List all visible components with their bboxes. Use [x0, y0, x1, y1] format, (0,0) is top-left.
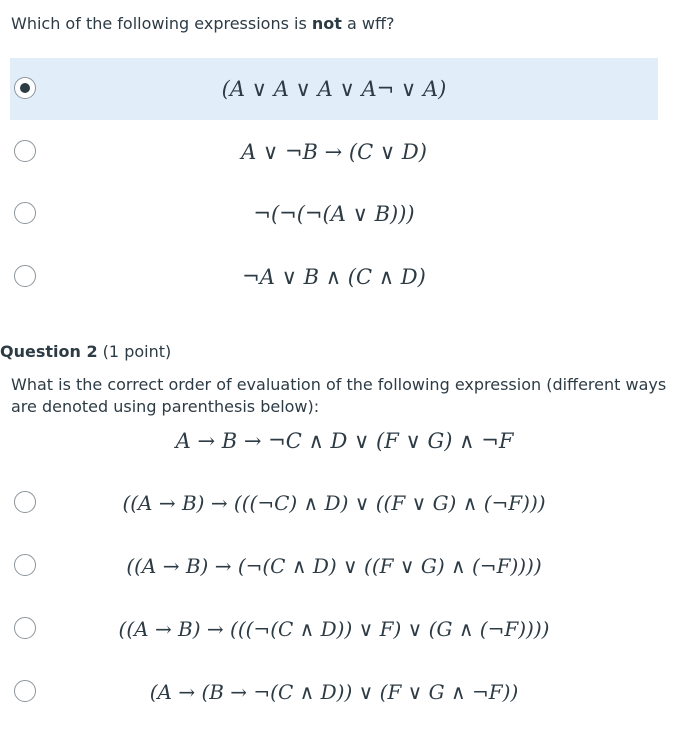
- option-expression: A ∨ ¬B → (C ∨ D): [241, 140, 427, 164]
- option-expression: (A ∨ A ∨ A ∨ A¬ ∨ A): [221, 77, 447, 101]
- question2-expression: A → B → ¬C ∧ D ∨ (F ∨ G) ∧ ¬F: [175, 429, 514, 453]
- option-expression: ((A → B) → (((¬C) ∧ D) ∨ ((F ∨ G) ∧ (¬F))): [122, 491, 546, 515]
- option-expression: ((A → B) → (¬(C ∧ D) ∨ ((F ∨ G) ∧ (¬F)))): [126, 554, 542, 578]
- prompt-text: Which of the following expressions is: [11, 14, 312, 33]
- question2-header: [0, 341, 171, 363]
- option-expression: (A → (B → ¬(C ∧ D)) ∨ (F ∨ G ∧ ¬F)): [149, 680, 519, 704]
- q2-option-1[interactable]: [10, 472, 658, 534]
- q1-option-4[interactable]: [10, 246, 658, 308]
- option-expression: ((A → B) → (((¬(C ∧ D)) ∨ F) ∨ (G ∧ (¬F)))): [118, 617, 550, 641]
- prompt-emphasis: not: [311, 14, 342, 33]
- q2-option-4[interactable]: [10, 661, 658, 723]
- question-points: (1 point): [97, 342, 172, 361]
- question-title: Question 2: [0, 342, 98, 361]
- q2-option-3[interactable]: [10, 598, 658, 660]
- q1-option-2[interactable]: [10, 121, 658, 183]
- prompt-text: a wff?: [341, 14, 395, 33]
- option-expression: ¬(¬(¬(A ∨ B))): [253, 202, 415, 226]
- q1-option-1[interactable]: [10, 58, 658, 120]
- question2-prompt-line2: are denoted using parenthesis below):: [11, 397, 320, 416]
- question2-prompt-line1: What is the correct order of evaluation of the following expression (different ways: [11, 375, 667, 394]
- question1-prompt: [11, 13, 395, 35]
- q2-option-2[interactable]: [10, 535, 658, 597]
- option-expression: ¬A ∨ B ∧ (C ∧ D): [242, 265, 426, 289]
- q1-option-3[interactable]: [10, 183, 658, 245]
